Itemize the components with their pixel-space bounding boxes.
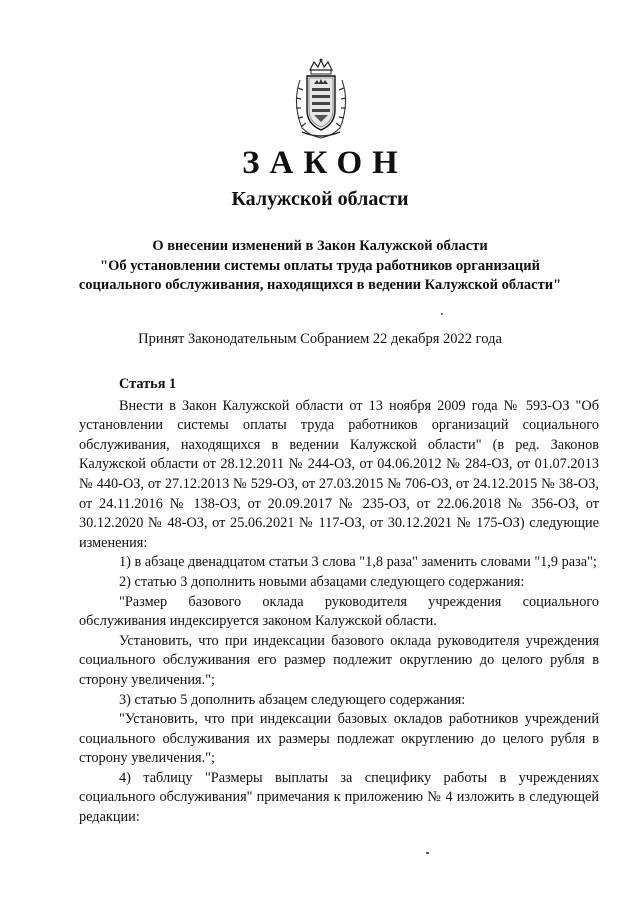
document-title: ЗАКОН xyxy=(242,145,408,181)
paragraph: Установить, что при индексации базового оклада руководителя учреждения социального обслуживания его размер подлежит округлению до целого рубля в сторону увеличения."; xyxy=(79,632,599,688)
paragraph: 1) в абзаце двенадцатом статьи 3 слова "1,8 раза" заменить словами "1,9 раза"; xyxy=(119,554,597,571)
adoption-note: Принят Законодательным Собранием 22 декабря 2022 года xyxy=(138,331,502,347)
document-body xyxy=(79,375,599,828)
heading-line: "Об установлении системы оплаты труда работников организаций xyxy=(100,257,540,274)
paragraph: "Установить, что при индексации базовых окладов работников учреждений социального обслуживания их размеры подлежат округлению до целого рубля в сторону увеличения."; xyxy=(79,711,599,767)
paragraph: 2) статью 3 дополнить новыми абзацами следующего содержания: xyxy=(119,573,525,590)
kaluga-coat-of-arms-icon xyxy=(288,58,354,140)
heading-line: О внесении изменений в Закон Калужской области xyxy=(152,238,488,254)
paragraph: Внести в Закон Калужской области от 13 ноября 2009 года № 593-ОЗ "Об установлении системы оплаты труда работников организаций социального обслуживания, находящихся в ведении Калужской области" (в ред. Законов Калужской области от 28.12.2011 № 244-ОЗ, от 04.06.2012 № 284-ОЗ, от 01.07.2013 № 440-ОЗ, от 27.12.2013 № 529-ОЗ, от 27.03.2015 № 706-ОЗ, от 24.12.2015 № 38-ОЗ, от 24.11.2016 № 138-ОЗ, от 20.09.2017 № 235-ОЗ, от 22.06.2018 № 356-ОЗ, от 30.12.2020 № 48-ОЗ, от 25.06.2021 № 117-ОЗ, от 30.12.2021 № 175-ОЗ) следующие изменения: xyxy=(79,397,599,551)
heading-line: социального обслуживания, находящихся в ведении Калужской области" xyxy=(78,277,562,293)
paragraph: 3) статью 5 дополнить абзацем следующего содержания: xyxy=(119,691,466,708)
paragraph: 4) таблицу "Размеры выплаты за специфику работы в учреждениях социального обслуживания" примечания к приложению № 4 изложить в следующей редакции: xyxy=(79,769,599,826)
document-subtitle: Калужской области xyxy=(231,188,409,210)
article-title: Статья 1 xyxy=(119,376,177,392)
law-heading xyxy=(0,237,640,296)
scan-speck xyxy=(441,313,443,315)
scan-speck xyxy=(426,852,429,854)
paragraph: "Размер базового оклада руководителя учреждения социального обслуживания индексируется законом Калужской области. xyxy=(79,593,599,630)
